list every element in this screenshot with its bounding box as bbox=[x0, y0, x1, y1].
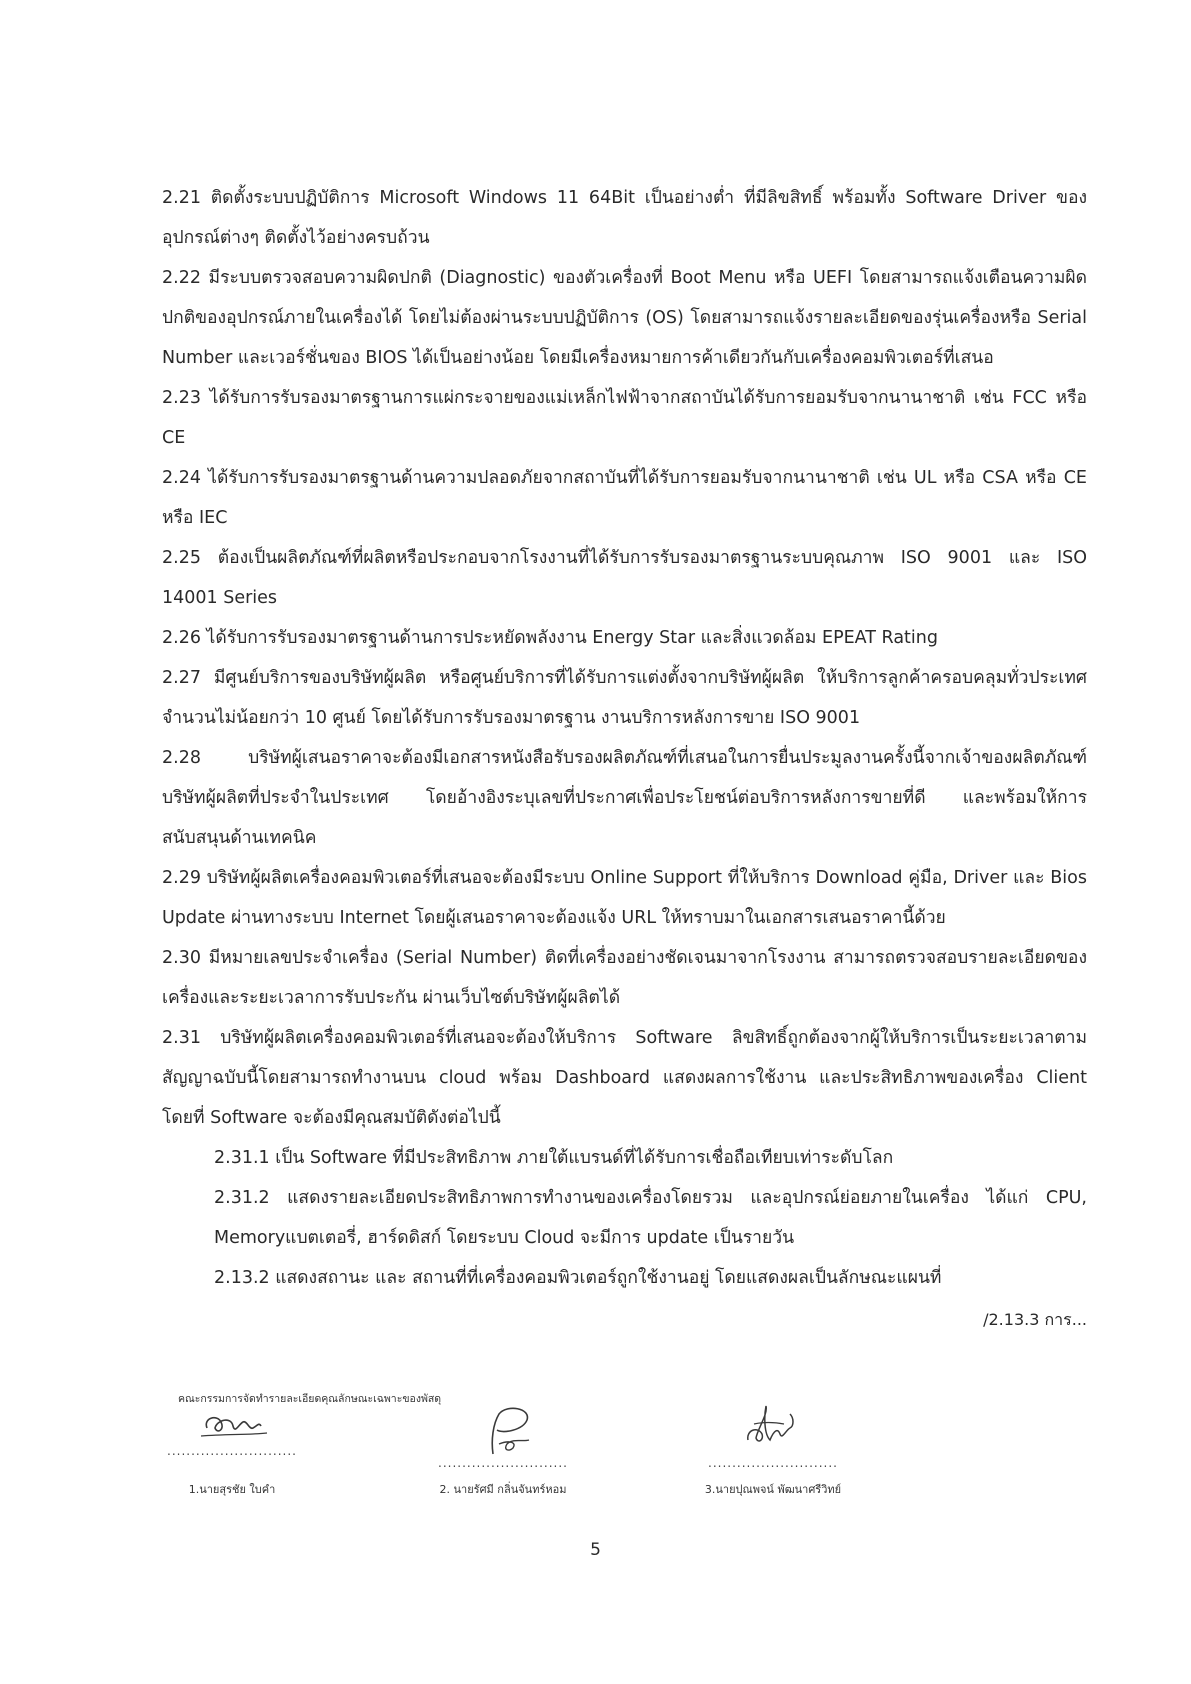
clause-2-26: 2.26 ได้รับการรับรองมาตรฐานด้านการประหยัดพลังงาน Energy Star และสิ่งแวดล้อม EPEAT Rating bbox=[162, 628, 938, 648]
continuation-marker: /2.13.3 การ... bbox=[983, 1310, 1087, 1329]
clause-2-31-2: 2.31.2 แสดงรายละเอียดประสิทธิภาพการทำงานของเครื่องโดยรวม และอุปกรณ์ย่อยภายในเครื่อง ได้แก่ CPU, Memoryแบตเตอรี่, ฮาร์ดดิสก์ โดยระบบ Cloud จะมีการ update เป็นรายวัน bbox=[214, 1188, 1087, 1248]
clause-2-31-1: 2.31.1 เป็น Software ที่มีประสิทธิภาพ ภายใต้แบรนด์ที่ได้รับการเชื่อถือเทียบเท่าระดับโลก bbox=[214, 1148, 894, 1168]
clause-2-13-2: 2.13.2 แสดงสถานะ และ สถานที่ที่เครื่องคอมพิวเตอร์ถูกใช้งานอยู่ โดยแสดงผลเป็นลักษณะแผนที่ bbox=[214, 1268, 942, 1288]
clause-2-25: 2.25 ต้องเป็นผลิตภัณฑ์ที่ผลิตหรือประกอบจากโรงงานที่ได้รับการรับรองมาตรฐานระบบคุณภาพ ISO 9001 และ ISO 14001 Series bbox=[162, 548, 1087, 608]
clause-2-30: 2.30 มีหมายเลขประจำเครื่อง (Serial Number) ติดที่เครื่องอย่างชัดเจนมาจากโรงงาน สามารถตรวจสอบรายละเอียดของเครื่องและระยะเวลาการรับประกัน ผ่านเว็บไซต์บริษัทผู้ผลิตได้ bbox=[162, 948, 1087, 1008]
signer-3-name: 3.นายปุณพจน์ พัฒนาศรีวิทย์ bbox=[704, 1483, 842, 1496]
clause-2-27: 2.27 มีศูนย์บริการของบริษัทผู้ผลิต หรือศูนย์บริการที่ได้รับการแต่งตั้งจากบริษัทผู้ผลิต ให้บริการลูกค้าครอบคลุมทั่วประเทศจำนวนไม่น้อยกว่า 10 ศูนย์ โดยได้รับการรับรองมาตรฐาน งานบริการหลังการขาย ISO 9001 bbox=[162, 668, 1087, 728]
signer-3 bbox=[658, 1400, 888, 1498]
signature-2-image bbox=[443, 1400, 563, 1456]
signature-line-1: ........................... bbox=[167, 1444, 297, 1458]
page-number: 5 bbox=[590, 1540, 601, 1560]
clause-2-22: 2.22 มีระบบตรวจสอบความผิดปกติ (Diagnostic) ของตัวเครื่องที่ Boot Menu หรือ UEFI โดยสามารถแจ้งเตือนความผิดปกติของอุปกรณ์ภายในเครื่องได้ โดยไม่ต้องผ่านระบบปฏิบัติการ (OS) โดยสามารถแจ้งรายละเอียดของรุ่นเครื่องหรือ Serial Number และเวอร์ชั่นของ BIOS ได้เป็นอย่างน้อย โดยมีเครื่องหมายการค้าเดียวกันกับเครื่องคอมพิวเตอร์ที่เสนอ bbox=[162, 268, 1087, 368]
signature-line-2: ........................... bbox=[438, 1456, 568, 1470]
clause-2-29: 2.29 บริษัทผู้ผลิตเครื่องคอมพิวเตอร์ที่เสนอจะต้องมีระบบ Online Support ที่ให้บริการ Download คู่มือ, Driver และ Bios Update ผ่านทางระบบ Internet โดยผู้เสนอราคาจะต้องแจ้ง URL ให้ทราบมาในเอกสารเสนอราคานี้ด้วย bbox=[162, 868, 1087, 928]
signer-2-name: 2. นายรัศมี กลิ่นจันทร์หอม bbox=[439, 1483, 567, 1496]
clause-2-31: 2.31 บริษัทผู้ผลิตเครื่องคอมพิวเตอร์ที่เสนอจะต้องให้บริการ Software ลิขสิทธิ์ถูกต้องจากผู้ให้บริการเป็นระยะเวลาตามสัญญาฉบับนี้โดยสามารถทำงานบน cloud พร้อม Dashboard แสดงผลการใช้งาน และประสิทธิภาพของเครื่อง Client โดยที่ Software จะต้องมีคุณสมบัติดังต่อไปนี้ bbox=[162, 1028, 1087, 1128]
signature-3-image bbox=[718, 1400, 828, 1456]
clause-2-24: 2.24 ได้รับการรับรองมาตรฐานด้านความปลอดภัยจากสถาบันที่ได้รับการยอมรับจากนานาชาติ เช่น UL หรือ CSA หรือ CE หรือ IEC bbox=[162, 468, 1087, 528]
clause-2-28: 2.28 บริษัทผู้เสนอราคาจะต้องมีเอกสารหนังสือรับรองผลิตภัณฑ์ที่เสนอในการยื่นประมูลงานครั้งนี้จากเจ้าของผลิตภัณฑ์บริษัทผู้ผลิตที่ประจำในประเทศ โดยอ้างอิงระบุเลขที่ประกาศเพื่อประโยชน์ต่อบริการหลังการขายที่ดี และพร้อมให้การสนับสนุนด้านเทคนิค bbox=[162, 748, 1087, 848]
clause-2-23: 2.23 ได้รับการรับรองมาตรฐานการแผ่กระจายของแม่เหล็กไฟฟ้าจากสถาบันได้รับการยอมรับจากนานาชาติ เช่น FCC หรือ CE bbox=[162, 388, 1087, 448]
signer-1-name: 1.นายสุรชัย ใบคำ bbox=[188, 1483, 276, 1496]
document-body bbox=[162, 178, 1087, 1340]
signature-line-3: ........................... bbox=[708, 1456, 838, 1470]
clause-2-21: 2.21 ติดตั้งระบบปฏิบัติการ Microsoft Windows 11 64Bit เป็นอย่างต่ำ ที่มีลิขสิทธิ์ พร้อมทั้ง Software Driver ของอุปกรณ์ต่างๆ ติดตั้งไว้อย่างครบถ้วน bbox=[162, 188, 1087, 248]
committee-heading: คณะกรรมการจัดทำรายละเอียดคุณลักษณะเฉพาะของพัสดุ bbox=[178, 1393, 442, 1405]
signer-2 bbox=[388, 1400, 618, 1498]
signature-1-image bbox=[187, 1400, 277, 1444]
signer-1 bbox=[117, 1400, 347, 1498]
